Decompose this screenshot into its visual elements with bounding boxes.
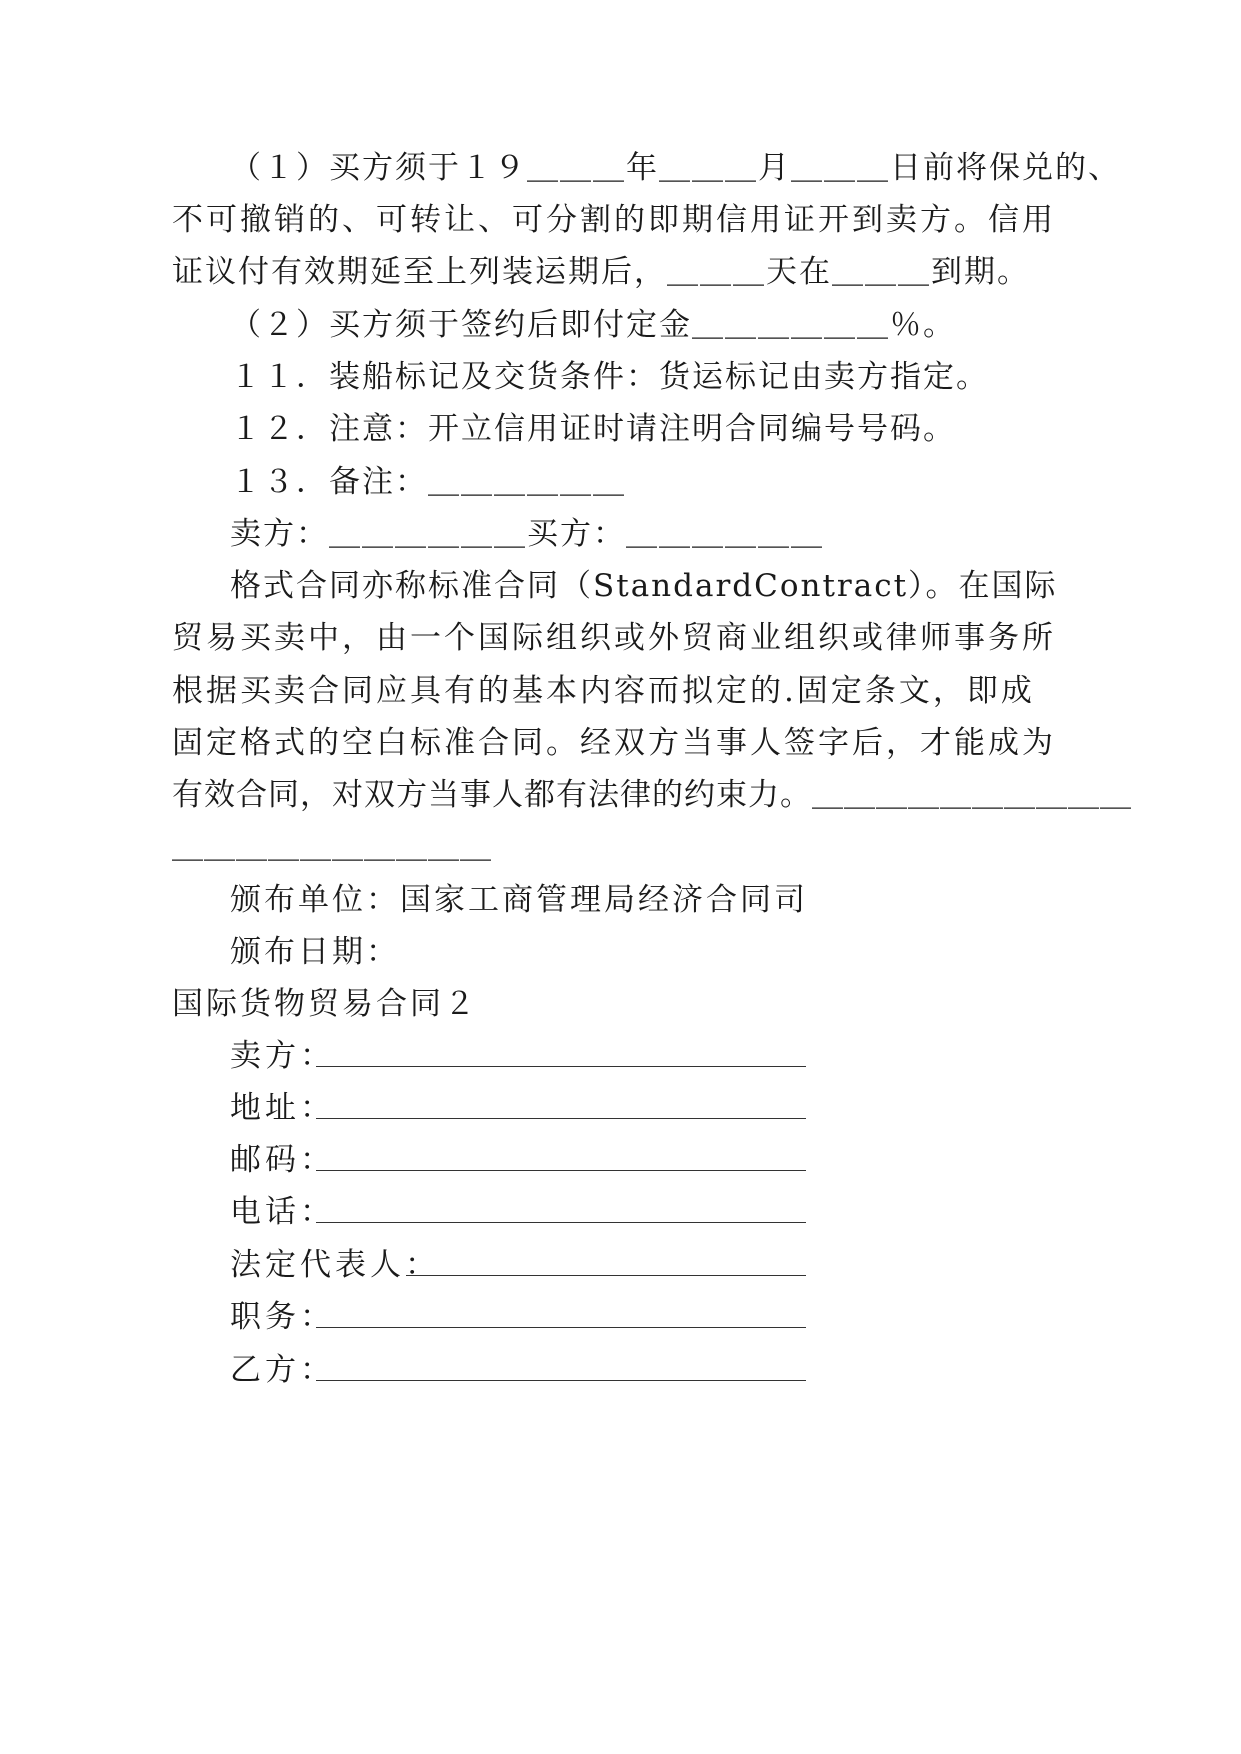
form-label-position: 职务：	[230, 1299, 335, 1335]
address-field[interactable]	[316, 1118, 806, 1119]
signature-line: 卖方：＿＿＿＿＿＿买方：＿＿＿＿＿＿	[230, 516, 824, 552]
form-label-seller: 卖方：	[230, 1038, 335, 1074]
form-row-postcode	[230, 1140, 335, 1180]
standard-contract-desc-line-3: 根据买卖合同应具有的基本内容而拟定的.固定条文，即成	[172, 673, 1035, 709]
seller-field[interactable]	[316, 1066, 806, 1067]
form-row-seller	[230, 1036, 335, 1076]
contract-2-title: 国际货物贸易合同２	[172, 986, 478, 1022]
standard-contract-desc-line-4: 固定格式的空白标准合同。经双方当事人签字后，才能成为	[172, 725, 1056, 761]
form-row-address	[230, 1088, 335, 1128]
party-b-field[interactable]	[316, 1380, 806, 1381]
issue-date-line: 颁布日期：	[230, 934, 400, 970]
form-label-postcode: 邮码：	[230, 1142, 335, 1178]
form-label-legal-rep: 法定代表人：	[230, 1247, 440, 1283]
clause-12-notice: １２．注意：开立信用证时请注明合同编号号码。	[230, 411, 956, 447]
clause-11-shipping-marks: １１．装船标记及交货条件：货运标记由卖方指定。	[230, 359, 989, 395]
clause-1-payment-line-3: 证议付有效期延至上列装运期后，＿＿＿天在＿＿＿到期。	[172, 254, 1030, 290]
clause-2-deposit: （２）买方须于签约后即付定金＿＿＿＿＿＿％。	[230, 307, 956, 343]
standard-contract-desc-line-2: 贸易买卖中，由一个国际组织或外贸商业组织或律师事务所	[172, 620, 1056, 656]
standard-contract-desc-line-6: ＿＿＿＿＿＿＿＿＿＿	[172, 829, 492, 865]
form-label-address: 地址：	[230, 1090, 335, 1126]
clause-1-payment-line-1: （１）买方须于１９＿＿＿年＿＿＿月＿＿＿日前将保兑的、	[230, 150, 1121, 186]
form-label-party-b: 乙方：	[230, 1352, 335, 1388]
postcode-field[interactable]	[316, 1170, 806, 1171]
form-row-position	[230, 1297, 335, 1337]
clause-1-payment-line-2: 不可撤销的、可转让、可分割的即期信用证开到卖方。信用	[172, 202, 1056, 238]
form-row-phone	[230, 1192, 335, 1232]
position-field[interactable]	[316, 1327, 806, 1328]
clause-13-remarks: １３．备注：＿＿＿＿＿＿	[230, 464, 626, 500]
standard-contract-desc-line-1: 格式合同亦称标准合同（StandardContract）。在国际	[230, 568, 1058, 604]
phone-field[interactable]	[316, 1222, 806, 1223]
form-row-legal-rep	[230, 1245, 440, 1285]
issuer-line: 颁布单位：国家工商管理局经济合同司	[230, 882, 808, 918]
standard-contract-desc-line-5: 有效合同，对双方当事人都有法律的约束力。＿＿＿＿＿＿＿＿＿＿	[172, 777, 1132, 813]
legal-rep-field[interactable]	[406, 1275, 806, 1276]
form-row-party-b	[230, 1350, 335, 1390]
form-label-phone: 电话：	[230, 1194, 335, 1230]
